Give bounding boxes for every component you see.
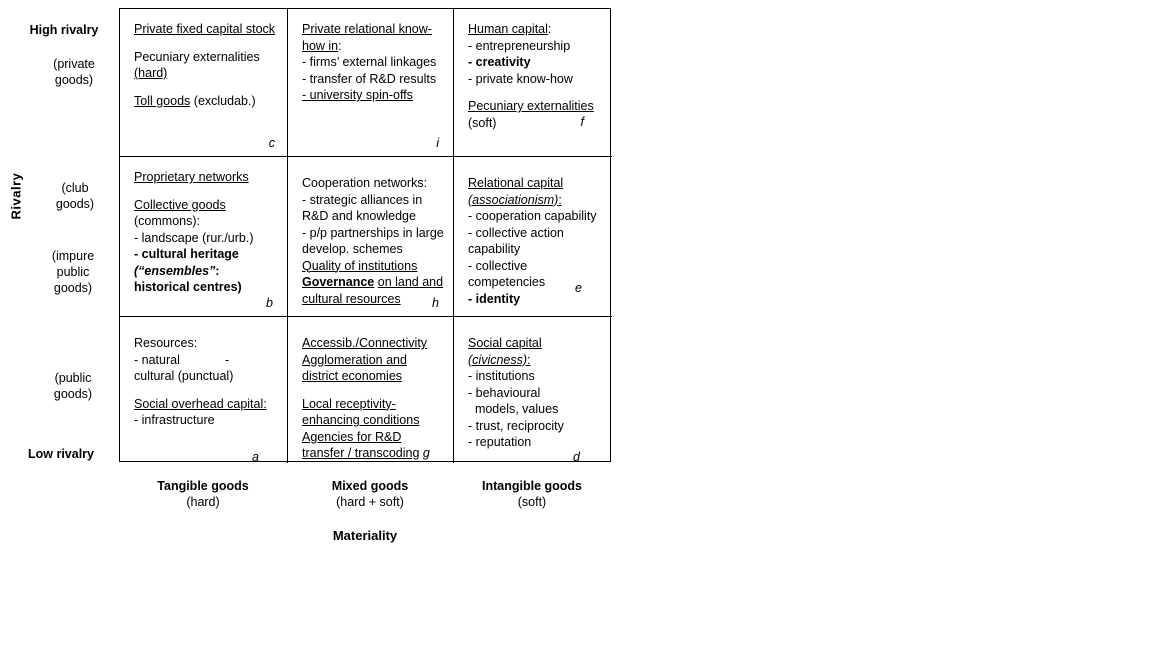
cell-h-line-3: - p/p partnerships in large develop. schemes	[302, 225, 444, 256]
cell-c-title: Private fixed capital stock	[134, 22, 276, 36]
cell-a-tag: a	[252, 449, 259, 463]
cell-a-line-4: Social overhead capital:	[134, 396, 267, 411]
cell-d-line-2: (civicness)	[468, 352, 528, 367]
cell-h-line-5b: on land and cultural resources	[302, 275, 444, 306]
y-axis-high-label: High rivalry	[29, 23, 99, 37]
x-label-intangible-main: Intangible goods	[482, 479, 582, 493]
cell-d-title: Social capital	[468, 336, 542, 350]
x-label-mixed-main: Mixed goods	[331, 479, 409, 493]
cell-e-title: Relational capital	[468, 176, 564, 190]
cell-f-line-6: (soft)	[468, 115, 497, 130]
x-label-mixed-sub: (hard + soft)	[336, 495, 404, 509]
cell-d-line-7: - reputation	[468, 435, 532, 449]
cell-f-line-5: Pecuniary externalities	[468, 99, 594, 113]
y-axis-low-label: Low rivalry	[28, 447, 94, 461]
cell-f-tag: f	[580, 114, 584, 129]
cell-f: Human capital: - entrepreneurship - creativity - private know-how Pecuniary externalities (soft) f	[454, 9, 612, 157]
cell-i-line-3: - transfer of R&D results	[302, 71, 437, 86]
cell-i-title: Private relational know-how in	[302, 22, 432, 53]
cell-e-line-4: - collective action capability	[468, 225, 564, 256]
x-label-intangible-sub: (soft)	[517, 495, 547, 509]
cell-e-tag: e	[575, 280, 582, 295]
cell-i: Private relational know-how in: - firms’ external linkages - transfer of R&D results - university spin-offs i	[288, 9, 454, 157]
cell-b-line-6: (“ensembles”	[134, 263, 216, 278]
cell-f-line-4: - private know-how	[468, 71, 573, 86]
cell-h-line-4: Quality of institutions	[302, 258, 418, 273]
cell-c-line-4: Toll goods	[134, 93, 191, 108]
cell-b-line-7: historical centres)	[134, 280, 242, 294]
y-axis-private-goods-label: (private goods)	[53, 57, 95, 87]
cell-c	[120, 9, 288, 157]
cell-h-line-5a: Governance	[302, 275, 375, 289]
cell-i-line-4: - university spin-offs	[302, 88, 413, 102]
x-axis-labels	[119, 478, 611, 510]
cell-d-line-6: - trust, reciprocity	[468, 418, 564, 433]
cell-g-title: Accessib./Connectivity	[302, 336, 428, 350]
cell-c-line-4b: (excludab.)	[193, 93, 256, 108]
x-label-intangible	[453, 478, 611, 510]
cell-e-line-5: - collective competencies	[468, 258, 546, 289]
cell-b-line-3: (commons):	[134, 214, 200, 228]
y-axis-club-goods-label: (club goods)	[55, 181, 95, 211]
cell-f-line-2: - entrepreneurship	[468, 38, 571, 53]
cell-a-title: Resources:	[134, 336, 198, 350]
cell-g-line-2: Agglomeration and district economies	[302, 352, 407, 383]
cell-h-tag: h	[432, 295, 439, 310]
y-axis-impure-public-goods-label: (impure public goods)	[51, 249, 95, 295]
cell-a-line-5: - infrastructure	[134, 413, 215, 427]
cell-e: Relational capital (associationism): - cooperation capability - collective action capability - collective competencies - identity e	[454, 157, 612, 317]
cell-f-title: Human capital	[468, 22, 548, 36]
cell-h-line-2: - strategic alliances in R&D and knowledge	[302, 192, 423, 223]
cell-i-line-2: - firms’ external linkages	[302, 55, 437, 69]
cell-b: Proprietary networks Collective goods (commons): - landscape (rur./urb.) - cultural heritage (“ensembles”: historical centres) b	[120, 157, 288, 317]
cell-g-tag: g	[422, 446, 430, 460]
cell-h-title: Cooperation networks:	[302, 176, 428, 190]
cell-b-line-5: - cultural heritage	[134, 247, 239, 261]
cell-g-line-3: Local receptivity-enhancing conditions	[302, 396, 420, 427]
x-label-mixed	[287, 478, 453, 510]
cell-c-tag: c	[268, 135, 275, 150]
cell-f-line-3: - creativity	[468, 55, 531, 69]
cell-b-title: Proprietary networks	[134, 170, 249, 184]
cell-a-line-3: cultural (punctual)	[134, 369, 234, 383]
x-label-tangible-main: Tangible goods	[157, 479, 249, 493]
cell-e-line-3: - cooperation capability	[468, 209, 597, 223]
cell-d-line-4: - behavioural	[468, 385, 541, 400]
cell-a-line-2: - natural -	[134, 352, 230, 367]
cell-d-line-5: models, values	[468, 402, 559, 416]
cell-d-tag: d	[573, 449, 580, 463]
cell-d-line-3: - institutions	[468, 369, 535, 383]
matrix-grid	[119, 8, 611, 462]
cell-e-line-6: - identity	[468, 291, 521, 306]
cell-b-line-4: - landscape (rur./urb.)	[134, 230, 254, 245]
cell-c-line-2: Pecuniary externalities	[134, 49, 260, 64]
y-axis-title: Rivalry	[8, 172, 24, 220]
cell-e-line-2: (associationism)	[468, 192, 559, 207]
cell-a	[120, 317, 288, 463]
cell-h	[288, 157, 454, 317]
cell-c-line-3: (hard)	[134, 66, 168, 80]
cell-g	[288, 317, 454, 463]
x-label-tangible	[119, 478, 287, 510]
x-axis-title: Materiality	[332, 528, 398, 543]
x-label-tangible-sub: (hard)	[186, 495, 220, 509]
cell-b-tag: b	[266, 295, 273, 310]
cell-i-tag: i	[436, 135, 439, 150]
y-axis-public-goods-label: (public goods)	[53, 371, 93, 401]
cell-g-line-4: Agencies for R&D transfer / transcoding	[302, 429, 420, 460]
cell-b-line-2: Collective goods	[134, 197, 226, 212]
cell-d: Social capital (civicness): - institutions - behavioural models, values - trust, reciprocity - reputation d	[454, 317, 612, 463]
